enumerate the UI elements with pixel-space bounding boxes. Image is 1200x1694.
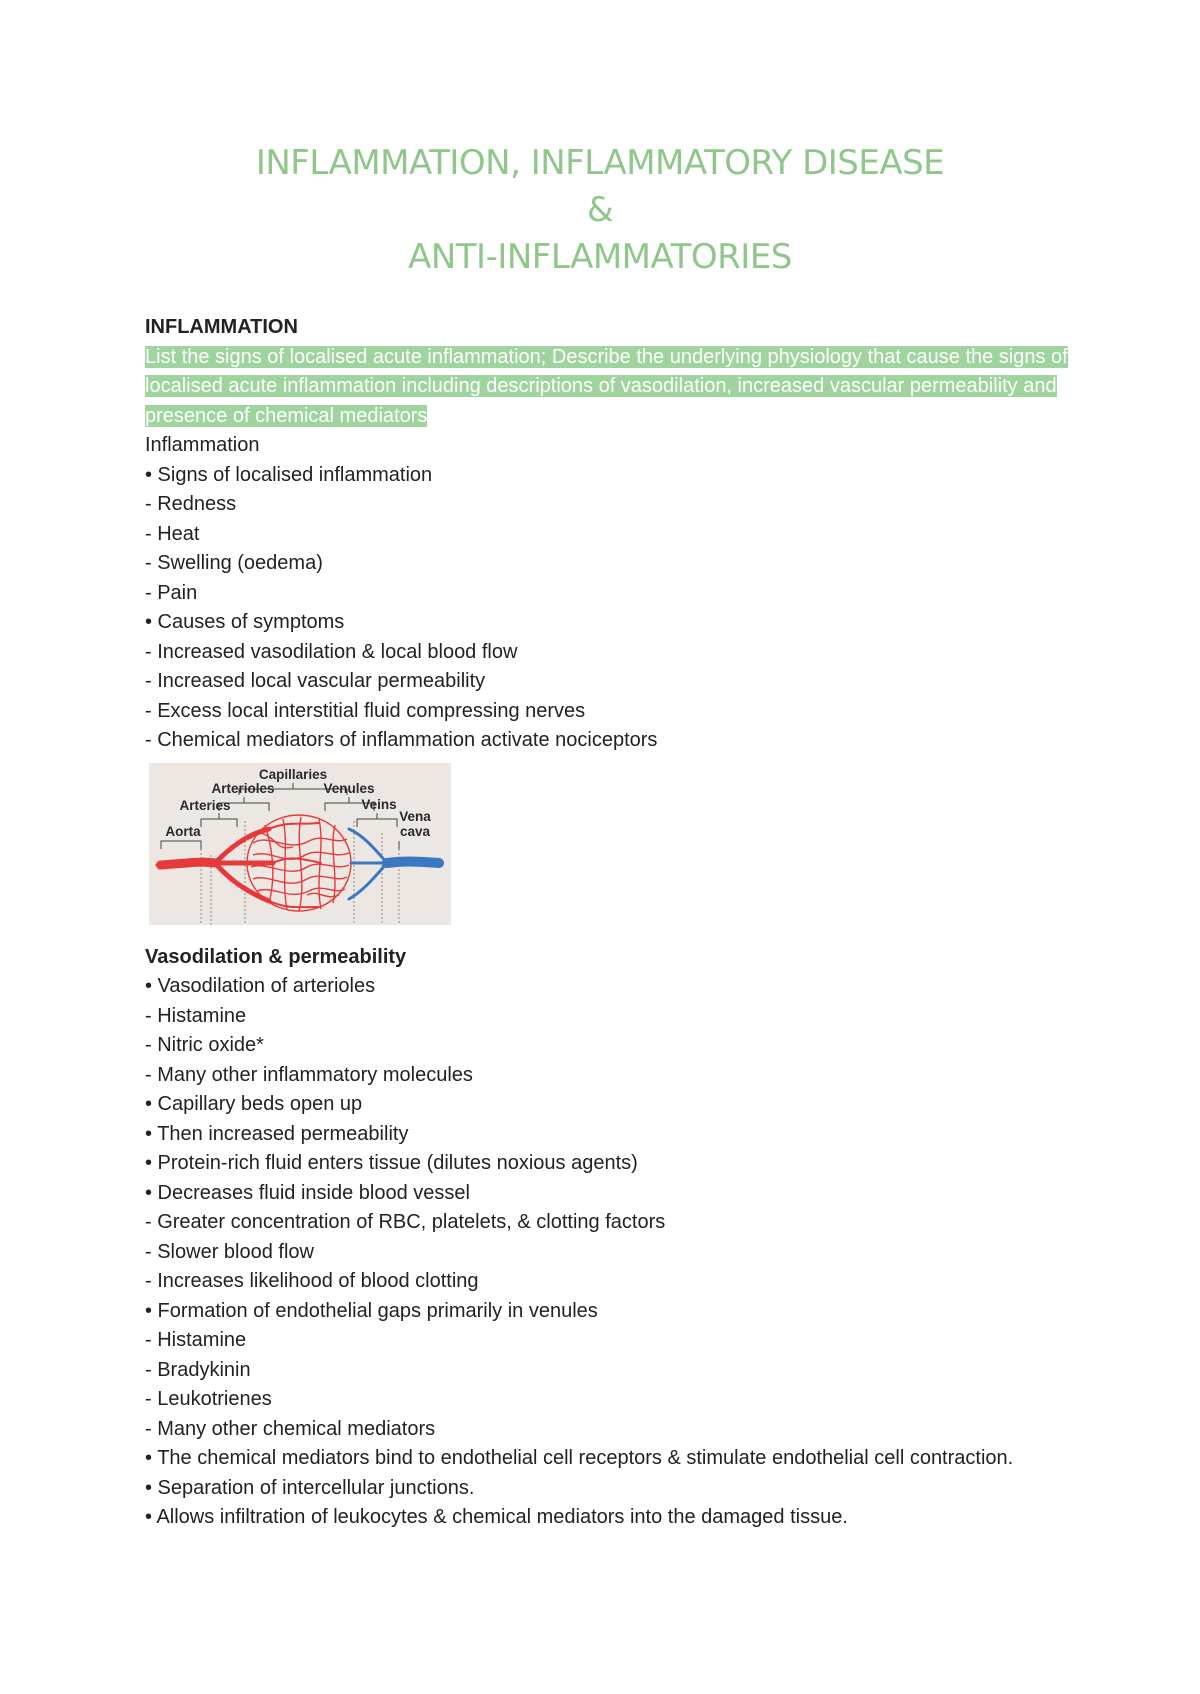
list-item: - Increased vasodilation & local blood flow <box>145 640 518 663</box>
list-item: Inflammation <box>145 434 260 456</box>
list-item: - Pain <box>145 581 198 604</box>
list-item: • Protein-rich fluid enters tissue (dilutes noxious agents) <box>145 1152 638 1174</box>
document-body <box>145 313 1075 1533</box>
section-heading-vasodilation: Vasodilation & permeability <box>145 945 407 968</box>
list-item: • Allows infiltration of leukocytes & chemical mediators into the damaged tissue. <box>145 1506 848 1528</box>
list-item: - Nitric oxide* <box>145 1034 264 1056</box>
title-line-2: & <box>586 190 613 230</box>
list-item: - Histamine <box>145 1004 247 1027</box>
list-item: • Capillary beds open up <box>145 1093 363 1115</box>
blood-vessel-diagram <box>149 763 451 925</box>
learning-objective <box>145 343 1070 432</box>
label-capillaries: Capillaries <box>258 766 328 782</box>
list-item: - Many other inflammatory molecules <box>145 1063 473 1086</box>
section1-list <box>145 431 1075 756</box>
list-item: - Greater concentration of RBC, platelets, & clotting factors <box>145 1211 666 1233</box>
label-venules: Venules <box>323 780 375 796</box>
label-arteries: Arteries <box>179 797 231 813</box>
section-heading-inflammation: INFLAMMATION <box>145 316 298 338</box>
learning-objective-text: List the signs of localised acute inflammation; Describe the underlying physiology that cause the signs of localised acute inflammation including descriptions of vasodilation, increased vascular permeability and presence of chemical mediators <box>145 345 1068 427</box>
list-item: - Many other chemical mediators <box>145 1417 436 1440</box>
label-aorta: Aorta <box>165 823 201 839</box>
list-item: - Bradykinin <box>145 1358 251 1381</box>
document-title <box>0 140 1200 281</box>
label-arterioles: Arterioles <box>211 780 275 796</box>
list-item: - Slower blood flow <box>145 1240 314 1263</box>
list-item: • Vasodilation of arterioles <box>145 975 376 997</box>
label-cava: cava <box>399 823 431 839</box>
list-item: • Causes of symptoms <box>145 611 345 633</box>
list-item: • Then increased permeability <box>145 1122 409 1145</box>
list-item: - Redness <box>145 493 237 515</box>
section2-list <box>145 972 1075 1533</box>
title-line-3: ANTI-INFLAMMATORIES <box>408 237 792 277</box>
list-item: • Formation of endothelial gaps primarily in venules <box>145 1299 598 1322</box>
list-item: • Decreases fluid inside blood vessel <box>145 1181 470 1204</box>
list-item: - Chemical mediators of inflammation activate nociceptors <box>145 729 658 751</box>
list-item: - Increases likelihood of blood clotting <box>145 1270 479 1292</box>
list-item: • Separation of intercellular junctions. <box>145 1476 475 1499</box>
list-item: - Increased local vascular permeability <box>145 670 486 692</box>
list-item: • The chemical mediators bind to endothelial cell receptors & stimulate endothelial cell contraction. <box>145 1447 1014 1469</box>
list-item: - Swelling (oedema) <box>145 552 323 574</box>
vessel-network-illustration <box>149 763 451 925</box>
label-vena: Vena <box>399 808 431 824</box>
list-item: - Excess local interstitial fluid compressing nerves <box>145 699 586 722</box>
list-item: - Leukotrienes <box>145 1388 272 1410</box>
list-item: - Histamine <box>145 1329 247 1351</box>
label-veins: Veins <box>361 796 397 812</box>
list-item: • Signs of localised inflammation <box>145 463 433 486</box>
list-item: - Heat <box>145 522 200 545</box>
title-line-1: INFLAMMATION, INFLAMMATORY DISEASE <box>255 143 945 183</box>
